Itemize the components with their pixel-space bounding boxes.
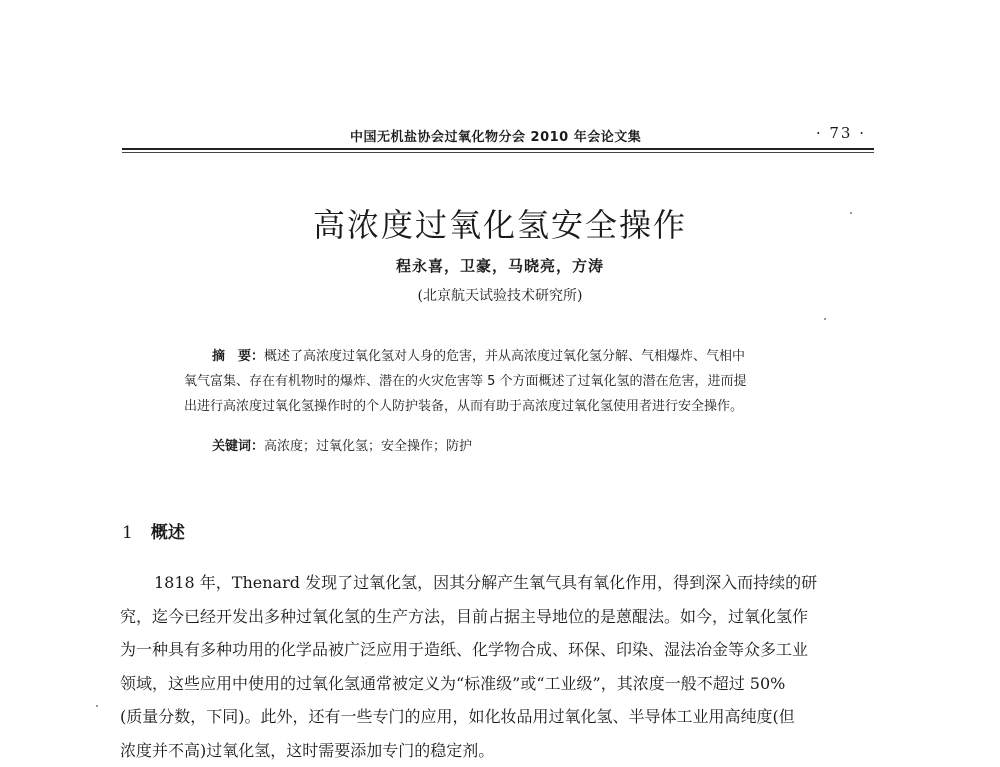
keywords-text: 高浓度；过氧化氢；安全操作；防护 — [264, 439, 472, 454]
paper-affiliation: (北京航天试验技术研究所) — [0, 285, 1000, 305]
scan-speck — [850, 212, 852, 214]
abstract-line: 摘 要：概述了高浓度过氧化氢对人身的危害，并从高浓度过氧化氢分解、气相爆炸、气相中 — [184, 344, 816, 369]
paper-title: 高浓度过氧化氢安全操作 — [0, 200, 1000, 246]
keywords-label: 关键词： — [212, 439, 264, 454]
body-line: (质量分数，下同)。此外，还有一些专门的应用，如化妆品用过氧化氢、半导体工业用高纯度(但 — [120, 700, 880, 734]
body-paragraph — [120, 566, 880, 767]
section-number: 1 — [122, 523, 133, 543]
body-line: 浓度并不高)过氧化氢，这时需要添加专门的稳定剂。 — [120, 734, 880, 767]
scan-speck — [96, 705, 98, 707]
abstract-label: 摘 要： — [212, 349, 264, 364]
running-header — [122, 118, 874, 152]
section-heading — [122, 518, 185, 543]
body-line: 究，迄今已经开发出多种过氧化氢的生产方法，目前占据主导地位的是蒽醌法。如今，过氧化氢作 — [120, 600, 880, 634]
abstract-line: 出进行高浓度过氧化氢操作时的个人防护装备，从而有助于高浓度过氧化氢使用者进行安全操作。 — [184, 394, 816, 419]
header-rule-thin — [122, 152, 874, 153]
header-rule-thick — [122, 148, 874, 150]
body-line: 领域，这些应用中使用的过氧化氢通常被定义为“标准级”或“工业级”，其浓度一般不超过 50% — [120, 667, 880, 701]
body-line: 1818 年，Thenard 发现了过氧化氢，因其分解产生氧气具有氧化作用，得到深入而持续的研 — [120, 566, 880, 600]
section-title: 概述 — [151, 523, 185, 543]
body-line: 为一种具有多种功用的化学品被广泛应用于造纸、化学物合成、环保、印染、湿法冶金等众多工业 — [120, 633, 880, 667]
abstract — [184, 344, 816, 419]
page-number: · 73 · — [816, 124, 866, 142]
scan-speck — [824, 318, 826, 320]
keywords — [212, 434, 812, 459]
proceedings-title: 中国无机盐协会过氧化物分会 2010 年会论文集 — [350, 126, 641, 145]
abstract-line: 氧气富集、存在有机物时的爆炸、潜在的火灾危害等 5 个方面概述了过氧化氢的潜在危害，进而提 — [184, 369, 816, 394]
paper-authors: 程永喜，卫豪，马晓亮，方涛 — [0, 255, 1000, 276]
